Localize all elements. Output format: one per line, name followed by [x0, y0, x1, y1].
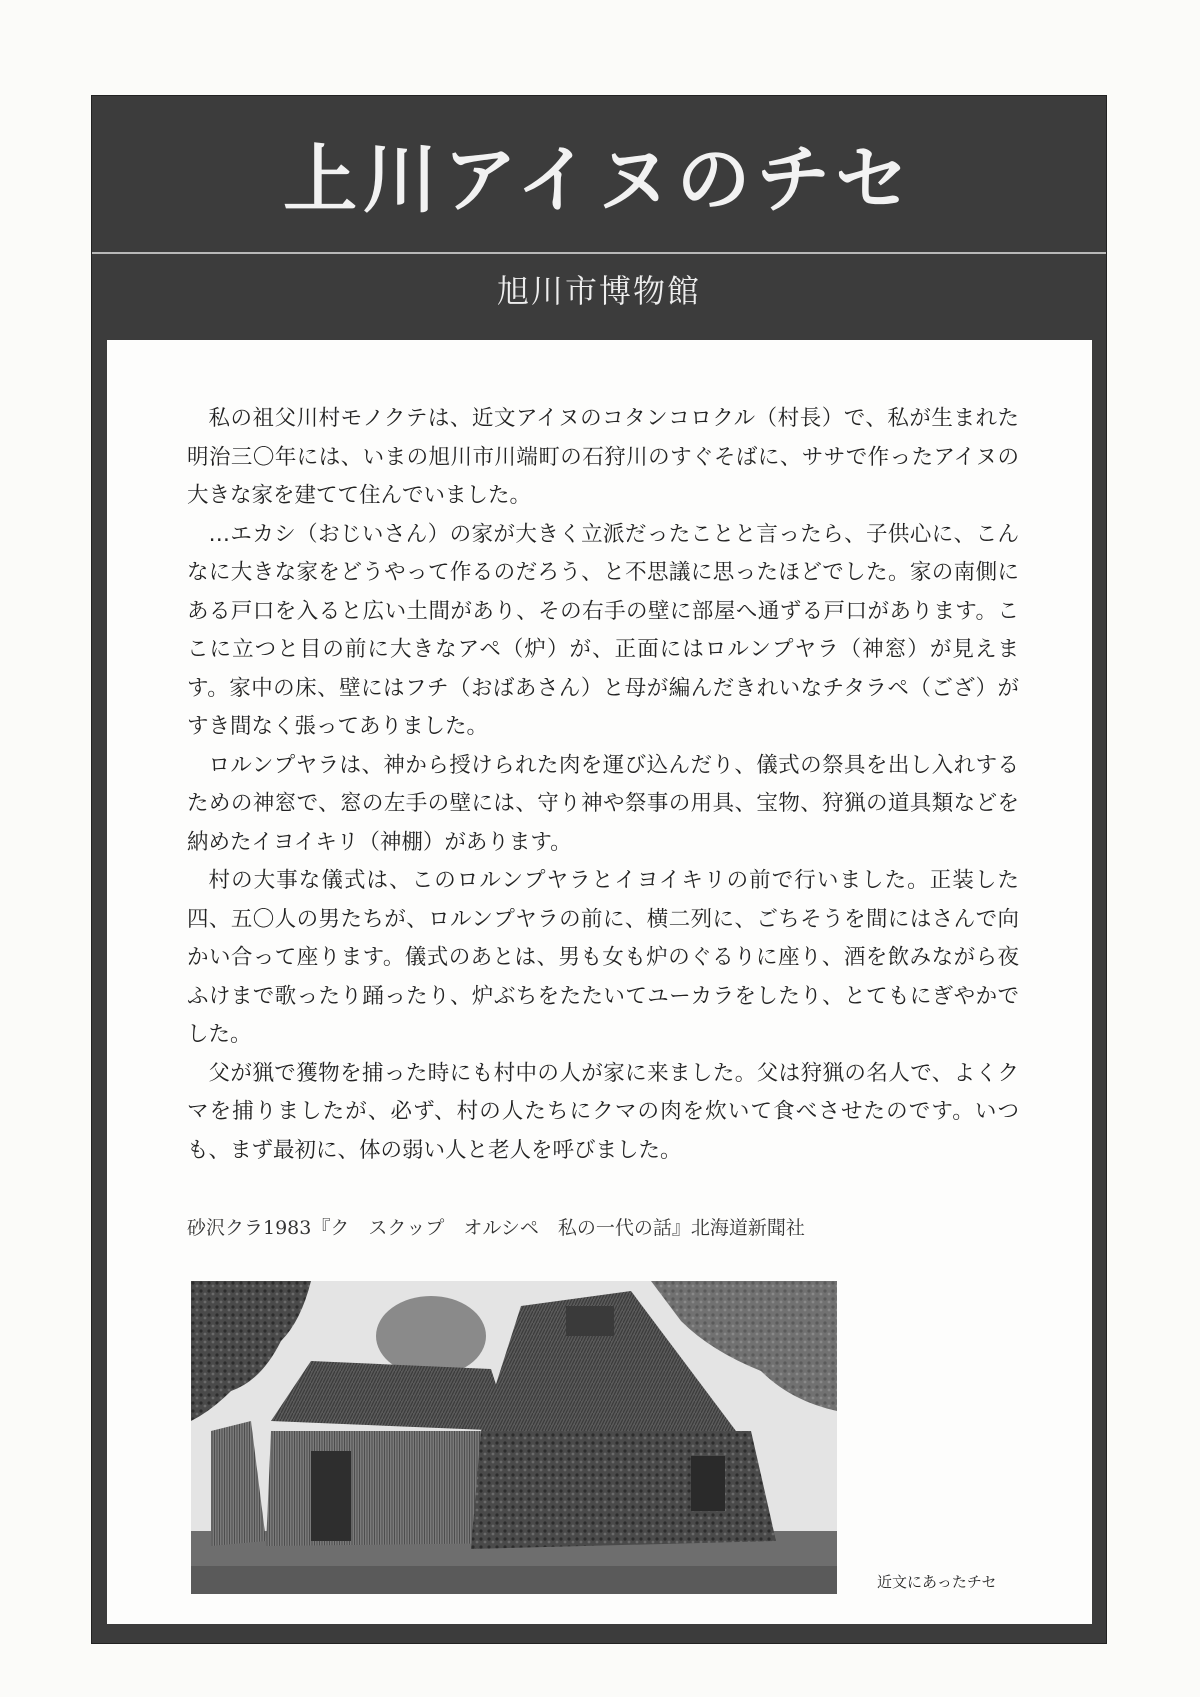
content-panel [107, 340, 1092, 1624]
chise-house-photo [191, 1281, 837, 1594]
paragraph: 私の祖父川村モノクテは、近文アイヌのコタンコロクル（村長）で、私が生まれた明治三〇年には、いまの旭川市川端町の石狩川のすぐそばに、ササで作ったアイヌの大きな家を建てて住んでいました。 [187, 406, 1019, 508]
page-title: 上川アイヌのチセ [283, 136, 915, 223]
title-band [92, 96, 1106, 251]
paragraph: …エカシ（おじいさん）の家が大きく立派だったことと言ったら、子供心に、こんなに大きな家をどうやって作るのだろう、と不思議に思ったほどでした。家の南側にある戸口を入ると広い土間があり、その右手の壁に部屋へ通ずる戸口があります。ここに立つと目の前に大きなアペ（炉）が、正面にはロルンプヤラ（神窓）が見えます。家中の床、壁にはフチ（おばあさん）と母が編んだきれいなチタラペ（ござ）がすき間なく張ってありました。 [187, 521, 1019, 739]
photo-caption: 近文にあったチセ [877, 1573, 997, 1591]
citation: 砂沢クラ1983『ク スクップ オルシペ 私の一代の話』北海道新聞社 [187, 1217, 805, 1239]
publisher-name: 旭川市博物館 [496, 272, 701, 310]
body-text [187, 400, 1019, 1170]
paragraph: ロルンプヤラは、神から授けられた肉を運び込んだり、儀式の祭具を出し入れするための神窓で、窓の左手の壁には、守り神や祭事の用具、宝物、狩猟の道具類などを納めたイヨイキリ（神棚）があります。 [187, 752, 1019, 855]
poster-frame [91, 95, 1107, 1644]
paragraph: 父が猟で獲物を捕った時にも村中の人が家に来ました。父は狩猟の名人で、よくクマを捕りましたが、必ず、村の人たちにクマの肉を炊いて食べさせたのです。いつも、まず最初に、体の弱い人と老人を呼びました。 [187, 1060, 1019, 1163]
paragraph: 村の大事な儀式は、このロルンプヤラとイヨイキリの前で行いました。正装した四、五〇人の男たちが、ロルンプヤラの前に、横二列に、ごちそうを間にはさんで向かい合って座ります。儀式のあとは、男も女も炉のぐるりに座り、酒を飲みながら夜ふけまで歌ったり踊ったり、炉ぶちをたたいてユーカラをしたり、とてもにぎやかでした。 [187, 868, 1019, 1047]
divider [92, 252, 1106, 254]
